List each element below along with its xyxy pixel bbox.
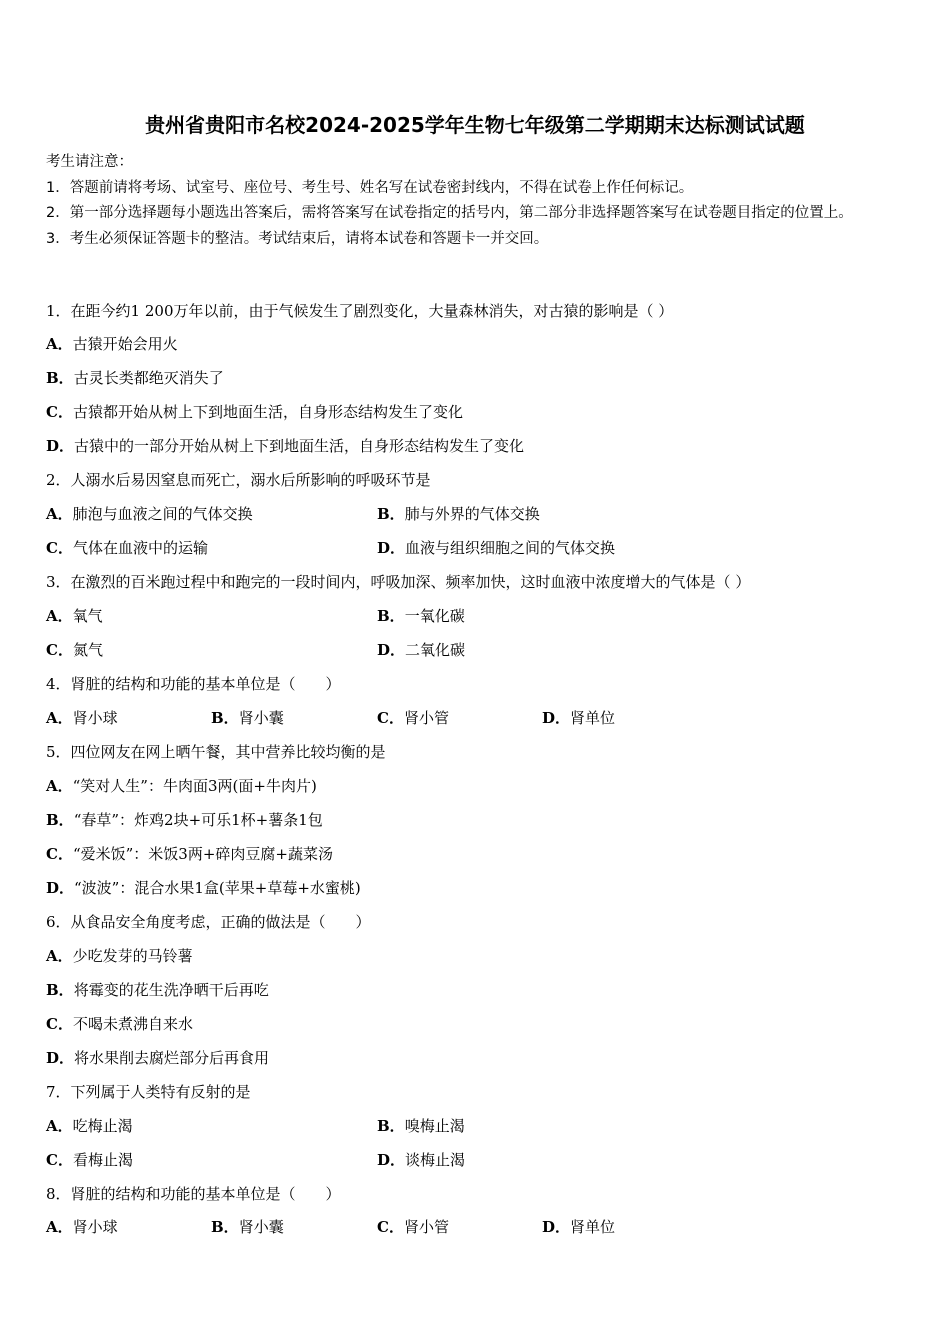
option-text: 谈梅止渴	[405, 1151, 466, 1169]
question-2-option-b	[377, 503, 540, 525]
option-letter: C．	[46, 539, 73, 557]
question-5-stem: 5．四位网友在网上晒午餐，其中营养比较均衡的是	[46, 743, 386, 761]
option-text: 将霉变的花生洗净晒干后再吃	[73, 981, 269, 999]
option-text: “波波”：混合水果1盒(苹果+草莓+水蜜桃)	[74, 879, 361, 897]
question-2-stem: 2．人溺水后易因窒息而死亡，溺水后所影响的呼吸环节是	[46, 471, 431, 489]
question-3-option-d	[377, 639, 465, 661]
question-3-option-c	[46, 639, 103, 661]
option-letter: A．	[46, 947, 73, 965]
question-4-option-b	[211, 707, 284, 729]
option-text: 氧气	[72, 607, 103, 625]
question-7-stem: 7．下列属于人类特有反射的是	[46, 1083, 251, 1101]
question-1-option-d	[46, 435, 524, 457]
option-letter: C．	[46, 403, 73, 421]
option-text: 一氧化碳	[404, 607, 465, 625]
notice-item-2: 2．第一部分选择题每小题选出答案后，需将答案写在试卷指定的括号内，第二部分非选择题答案写在试卷题目指定的位置上。	[46, 205, 853, 221]
option-text: 肺与外界的气体交换	[404, 505, 540, 523]
option-text: 古灵长类都绝灭消失了	[73, 369, 224, 387]
option-letter: C．	[46, 1015, 73, 1033]
option-letter: C．	[46, 641, 73, 659]
option-text: 肾小球	[72, 709, 118, 727]
option-letter: B．	[46, 811, 74, 829]
question-1-option-a	[46, 333, 178, 355]
option-text: 肾小囊	[238, 1218, 284, 1236]
question-5-option-d	[46, 877, 361, 899]
question-6-stem: 6．从食品安全角度考虑，正确的做法是（ ）	[46, 913, 371, 931]
question-4-option-a	[46, 707, 118, 729]
question-1-option-b	[46, 367, 224, 389]
option-letter: A．	[46, 505, 73, 523]
option-text: 肾小管	[403, 709, 449, 727]
question-3-option-b	[377, 605, 465, 627]
option-letter: D．	[542, 709, 571, 727]
option-letter: D．	[46, 1049, 75, 1067]
option-letter: B．	[211, 709, 239, 727]
option-letter: B．	[46, 981, 74, 999]
option-text: 肾小管	[403, 1218, 449, 1236]
option-text: 肾单位	[570, 709, 616, 727]
option-letter: C．	[377, 709, 404, 727]
option-text: 看梅止渴	[72, 1151, 133, 1169]
question-6-option-c	[46, 1013, 193, 1035]
question-5-option-a	[46, 775, 317, 797]
question-6-option-b	[46, 979, 269, 1001]
option-letter: C．	[46, 845, 73, 863]
option-letter: D．	[542, 1218, 571, 1236]
option-letter: D．	[377, 641, 406, 659]
question-8-stem: 8．肾脏的结构和功能的基本单位是（ ）	[46, 1185, 341, 1203]
option-text: 古猿都开始从树上下到地面生活，自身形态结构发生了变化	[72, 403, 463, 421]
question-7-option-b	[377, 1115, 465, 1137]
question-4-option-c	[377, 707, 449, 729]
option-letter: A．	[46, 335, 73, 353]
option-text: 古猿开始会用火	[72, 335, 178, 353]
option-letter: B．	[211, 1218, 239, 1236]
option-text: 肾单位	[570, 1218, 616, 1236]
option-letter: A．	[46, 1117, 73, 1135]
notice-item-3: 3．考生必须保证答题卡的整洁。考试结束后，请将本试卷和答题卡一并交回。	[46, 230, 549, 247]
question-4-option-d	[542, 707, 615, 729]
question-1-option-c	[46, 401, 463, 423]
question-1-stem: 1．在距今约1 200万年以前，由于气候发生了剧烈变化，大量森林消失，对古猿的影响是（ ）	[46, 302, 674, 320]
option-text: 二氧化碳	[405, 641, 466, 659]
notice-item-1: 1．答题前请将考场、试室号、座位号、考生号、姓名写在试卷密封线内，不得在试卷上作任何标记。	[46, 179, 694, 196]
option-text: 古猿中的一部分开始从树上下到地面生活，自身形态结构发生了变化	[74, 437, 525, 455]
exam-notice	[46, 150, 906, 252]
option-text: 气体在血液中的运输	[72, 539, 208, 557]
option-letter: A．	[46, 607, 73, 625]
option-letter: D．	[377, 539, 406, 557]
question-8-option-b	[211, 1216, 284, 1238]
option-text: 嗅梅止渴	[404, 1117, 465, 1135]
option-letter: C．	[377, 1218, 404, 1236]
option-text: “春草”：炸鸡2块+可乐1杯+薯条1包	[73, 811, 323, 829]
option-letter: A．	[46, 709, 73, 727]
option-letter: A．	[46, 1218, 73, 1236]
option-text: 血液与组织细胞之间的气体交换	[405, 539, 616, 557]
question-5-option-b	[46, 809, 323, 831]
option-text: 肺泡与血液之间的气体交换	[72, 505, 253, 523]
question-2-option-d	[377, 537, 615, 559]
option-letter: D．	[46, 437, 75, 455]
question-8-option-d	[542, 1216, 615, 1238]
option-letter: C．	[46, 1151, 73, 1169]
question-3-stem: 3．在激烈的百米跑过程中和跑完的一段时间内，呼吸加深、频率加快，这时血液中浓度增大的气体是（ ）	[46, 573, 751, 591]
option-text: 肾小囊	[238, 709, 284, 727]
option-letter: B．	[377, 505, 405, 523]
option-text: “笑对人生”：牛肉面3两(面+牛肉片)	[72, 777, 317, 795]
option-letter: A．	[46, 777, 73, 795]
option-text: 将水果削去腐烂部分后再食用	[74, 1049, 270, 1067]
question-2-option-a	[46, 503, 253, 525]
option-text: 肾小球	[72, 1218, 118, 1236]
question-5-option-c	[46, 843, 333, 865]
question-6-option-d	[46, 1047, 269, 1069]
option-letter: B．	[377, 1117, 405, 1135]
page-title: 贵州省贵阳市名校2024-2025学年生物七年级第二学期期末达标测试试题	[145, 113, 805, 137]
option-text: 少吃发芽的马铃薯	[72, 947, 193, 965]
question-3-option-a	[46, 605, 103, 627]
question-2-option-c	[46, 537, 208, 559]
notice-heading: 考生请注意：	[46, 154, 133, 170]
question-7-option-a	[46, 1115, 133, 1137]
question-8-option-c	[377, 1216, 449, 1238]
option-text: 吃梅止渴	[72, 1117, 133, 1135]
question-8-option-a	[46, 1216, 118, 1238]
question-4-stem: 4．肾脏的结构和功能的基本单位是（ ）	[46, 675, 341, 693]
option-letter: B．	[46, 369, 74, 387]
option-text: “爱米饭”：米饭3两+碎肉豆腐+蔬菜汤	[72, 845, 333, 863]
option-letter: D．	[377, 1151, 406, 1169]
option-letter: D．	[46, 879, 75, 897]
question-6-option-a	[46, 945, 193, 967]
option-letter: B．	[377, 607, 405, 625]
question-7-option-c	[46, 1149, 133, 1171]
option-text: 氮气	[72, 641, 103, 659]
question-7-option-d	[377, 1149, 465, 1171]
option-text: 不喝未煮沸自来水	[72, 1015, 193, 1033]
